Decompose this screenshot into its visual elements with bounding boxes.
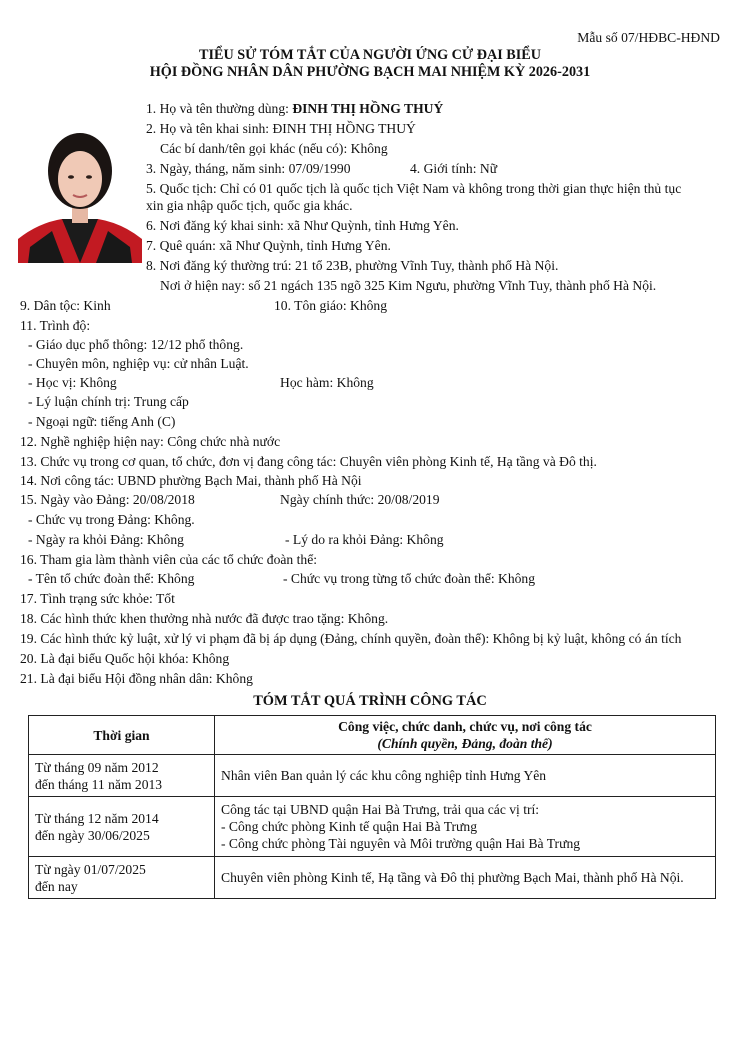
field-permanent-address: 8. Nơi đăng ký thường trú: 21 tổ 23B, phường Vĩnh Tuy, thành phố Hà Nội. bbox=[146, 258, 559, 273]
field-organization-name: - Tên tổ chức đoàn thể: Không bbox=[28, 571, 195, 586]
row-description bbox=[215, 797, 716, 857]
field-health: 17. Tình trạng sức khỏe: Tốt bbox=[20, 591, 175, 606]
field-religion: 10. Tôn giáo: Không bbox=[274, 298, 388, 313]
field-nationality-cont: xin gia nhập quốc tịch, quốc gia khác. bbox=[146, 198, 353, 213]
field-birth-registration: 6. Nơi đăng ký khai sinh: xã Như Quỳnh, tỉnh Hưng Yên. bbox=[146, 218, 459, 233]
header-description-sub: (Chính quyền, Đảng, đoàn thể) bbox=[377, 736, 553, 751]
row-description-line: Chuyên viên phòng Kinh tế, Hạ tầng và Đô thị phường Bạch Mai, thành phố Hà Nội. bbox=[221, 870, 684, 885]
field-general-education: - Giáo dục phổ thông: 12/12 phổ thông. bbox=[28, 337, 244, 352]
field-awards: 18. Các hình thức khen thưởng nhà nước đã được trao tặng: Không. bbox=[20, 611, 389, 626]
field-aliases: Các bí danh/tên gọi khác (nếu có): Không bbox=[160, 141, 388, 156]
row-description bbox=[215, 755, 716, 797]
row-time-start: Từ tháng 12 năm 2014 bbox=[35, 810, 159, 826]
header-time: Thời gian bbox=[29, 716, 215, 755]
table-row bbox=[29, 797, 716, 857]
field-gender: 4. Giới tính: Nữ bbox=[410, 161, 498, 176]
table-row bbox=[29, 857, 716, 899]
field-organization-role: - Chức vụ trong từng tổ chức đoàn thể: Không bbox=[283, 571, 536, 586]
field-party-join-date: 15. Ngày vào Đảng: 20/08/2018 bbox=[20, 492, 195, 507]
header-description bbox=[215, 716, 716, 755]
field-party-position: - Chức vụ trong Đảng: Không. bbox=[28, 512, 195, 527]
field-specialization: - Chuyên môn, nghiệp vụ: cử nhân Luật. bbox=[28, 356, 249, 371]
field-party-official-date: Ngày chính thức: 20/08/2019 bbox=[280, 492, 440, 507]
field-discipline: 19. Các hình thức kỷ luật, xử lý vi phạm đã bị áp dụng (Đảng, chính quyền, đoàn thể): Không bị kỷ luật, không có án tích bbox=[20, 631, 682, 646]
field-national-assembly: 20. Là đại biểu Quốc hội khóa: Không bbox=[20, 651, 230, 666]
form-code: Mẫu số 07/HĐBC-HĐND bbox=[577, 30, 720, 45]
field-workplace: 14. Nơi công tác: UBND phường Bạch Mai, thành phố Hà Nội bbox=[20, 473, 362, 488]
field-position: 13. Chức vụ trong cơ quan, tổ chức, đơn vị đang công tác: Chuyên viên phòng Kinh tế, Hạ tầng và Đô thị. bbox=[20, 454, 597, 469]
field-current-address: Nơi ở hiện nay: số 21 ngách 135 ngõ 325 Kim Ngưu, phường Vĩnh Tuy, thành phố Hà Nội. bbox=[160, 278, 657, 293]
row-description-line: Nhân viên Ban quản lý các khu công nghiệp tỉnh Hưng Yên bbox=[221, 768, 547, 783]
field-hometown: 7. Quê quán: xã Như Quỳnh, tỉnh Hưng Yên. bbox=[146, 238, 391, 253]
field-council-delegate: 21. Là đại biểu Hội đồng nhân dân: Không bbox=[20, 671, 253, 686]
row-description-line: Công tác tại UBND quận Hai Bà Trưng, trải qua các vị trí: bbox=[221, 802, 540, 817]
work-history-table bbox=[28, 715, 716, 899]
field-academic-title: Học hàm: Không bbox=[280, 375, 374, 390]
header-description-main: Công việc, chức danh, chức vụ, nơi công tác bbox=[338, 719, 592, 734]
field-foreign-language: - Ngoại ngữ: tiếng Anh (C) bbox=[28, 414, 176, 429]
field-ethnicity: 9. Dân tộc: Kinh bbox=[20, 298, 111, 313]
field-political-theory: - Lý luận chính trị: Trung cấp bbox=[28, 394, 189, 409]
table-row bbox=[29, 755, 716, 797]
field-education-heading: 11. Trình độ: bbox=[20, 318, 91, 333]
field-common-name: 1. Họ và tên thường dùng: ĐINH THỊ HỒNG THUÝ bbox=[146, 101, 444, 116]
field-birth-name: 2. Họ và tên khai sinh: ĐINH THỊ HỒNG THUÝ bbox=[146, 121, 416, 136]
candidate-portrait bbox=[18, 119, 142, 263]
row-time-start: Từ tháng 09 năm 2012 bbox=[35, 759, 159, 775]
field-organizations-heading: 16. Tham gia làm thành viên của các tổ chức đoàn thể: bbox=[20, 552, 318, 567]
row-time-end: đến tháng 11 năm 2013 bbox=[35, 776, 163, 792]
field-nationality: 5. Quốc tịch: Chỉ có 01 quốc tịch là quốc tịch Việt Nam và không trong thời gian thực hiện thủ tục bbox=[146, 181, 682, 196]
document-subtitle: HỘI ĐỒNG NHÂN DÂN PHƯỜNG BẠCH MAI NHIỆM KỲ 2026-2031 bbox=[149, 64, 591, 80]
work-history-title: TÓM TẮT QUÁ TRÌNH CÔNG TÁC bbox=[253, 693, 487, 709]
field-occupation: 12. Nghề nghiệp hiện nay: Công chức nhà nước bbox=[20, 434, 281, 449]
table-header-row bbox=[29, 716, 716, 755]
field-party-exit-date: - Ngày ra khỏi Đảng: Không bbox=[28, 532, 184, 547]
document-title: TIỂU SỬ TÓM TẮT CỦA NGƯỜI ỨNG CỬ ĐẠI BIỂU bbox=[199, 47, 541, 63]
row-time-end: đến nay bbox=[35, 878, 78, 894]
field-party-exit-reason: - Lý do ra khỏi Đảng: Không bbox=[285, 532, 444, 547]
field-degree: - Học vị: Không bbox=[28, 375, 117, 390]
row-description bbox=[215, 857, 716, 899]
row-time-start: Từ ngày 01/07/2025 bbox=[35, 861, 146, 877]
row-description-line: - Công chức phòng Kinh tế quận Hai Bà Trưng bbox=[221, 819, 478, 834]
row-time bbox=[29, 755, 215, 797]
row-time bbox=[29, 797, 215, 857]
row-time-end: đến ngày 30/06/2025 bbox=[35, 827, 150, 843]
row-description-line: - Công chức phòng Tài nguyên và Môi trường quận Hai Bà Trưng bbox=[221, 836, 581, 851]
field-birth-date: 3. Ngày, tháng, năm sinh: 07/09/1990 bbox=[146, 161, 351, 176]
row-time bbox=[29, 857, 215, 899]
